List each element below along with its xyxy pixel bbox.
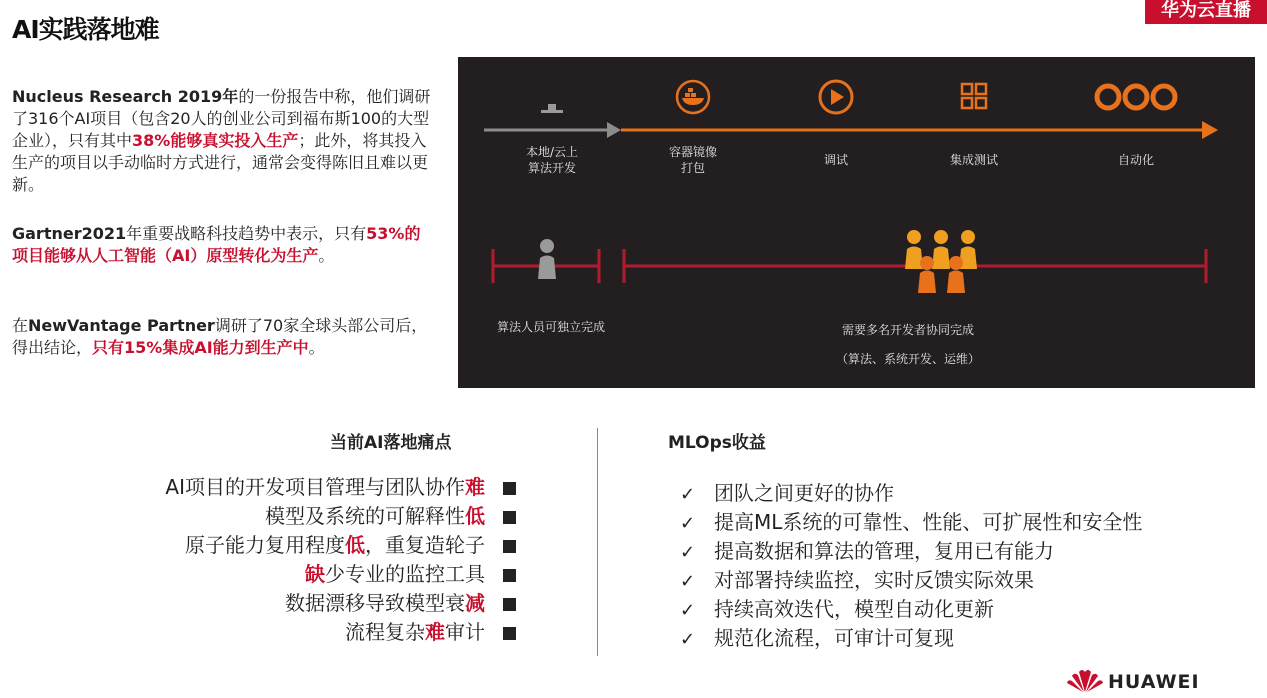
report-source: Nucleus Research 2019年 <box>12 87 239 106</box>
report-text: 调研了70家全球头部公司后，得出结论， <box>12 316 428 357</box>
checkmark-icon: ✓ <box>680 513 696 534</box>
arrowhead-orange <box>1202 121 1218 139</box>
solo-note: 算法人员可独立完成 <box>496 320 605 334</box>
pain-point-highlight: 缺 <box>305 562 325 586</box>
checkmark-icon: ✓ <box>680 600 696 621</box>
report-paragraph-newvantage <box>12 315 432 359</box>
pain-point-text: 流程复杂 <box>345 620 425 644</box>
pain-point-item <box>185 529 516 558</box>
arrowhead-gray <box>607 122 621 138</box>
pain-points-heading: 当前AI落地痛点 <box>330 433 452 453</box>
grid-icon <box>962 84 986 108</box>
pain-point-text: 模型及系统的可解释性 <box>265 504 465 528</box>
report-text: 。 <box>318 246 335 265</box>
benefit-text: 团队之间更好的协作 <box>714 481 894 505</box>
square-bullet-icon <box>503 511 516 524</box>
pain-point-highlight: 难 <box>465 475 485 499</box>
benefit-item <box>680 477 894 506</box>
checkmark-icon: ✓ <box>680 629 696 650</box>
report-text: 的一份报告中称，他们调研了316个AI项目（包含20人的创业公司到福布斯100的大型企业），只有其中 <box>12 87 431 150</box>
benefit-text: 提高ML系统的可靠性、性能、可扩展性和安全性 <box>714 510 1143 534</box>
report-paragraph-gartner <box>12 223 432 267</box>
play-icon <box>820 81 852 113</box>
pain-point-highlight: 难 <box>425 620 445 644</box>
pipeline-diagram <box>458 57 1255 388</box>
team-note: 需要多名开发者协同完成 <box>841 323 974 337</box>
pain-point-text: 数据漂移导致模型衰 <box>285 591 465 615</box>
rings-icon <box>1097 86 1175 108</box>
checkmark-icon: ✓ <box>680 484 696 505</box>
benefits-heading: MLOps收益 <box>668 433 766 453</box>
huawei-logo-icon <box>1066 666 1104 694</box>
square-bullet-icon <box>503 598 516 611</box>
report-source: NewVantage Partner <box>28 316 215 335</box>
pain-point-highlight: 低 <box>465 504 485 528</box>
square-bullet-icon <box>503 627 516 640</box>
section-divider <box>597 428 598 656</box>
report-paragraph-nucleus <box>12 86 432 196</box>
benefit-text: 规范化流程，可审计可复现 <box>714 626 954 650</box>
pain-point-item <box>285 587 516 616</box>
report-text: 。 <box>308 338 325 357</box>
pipeline-graphics <box>458 57 1255 388</box>
pain-point-item <box>165 471 516 500</box>
checkmark-icon: ✓ <box>680 542 696 563</box>
square-bullet-icon <box>503 540 516 553</box>
pain-point-text: 审计 <box>445 620 485 644</box>
team-people-icon <box>905 230 977 293</box>
pain-point-item <box>345 616 516 645</box>
monitor-icon <box>541 104 563 113</box>
square-bullet-icon <box>503 569 516 582</box>
pain-point-highlight: 低 <box>345 533 365 557</box>
benefit-item <box>680 535 1054 564</box>
benefit-item <box>680 506 1142 535</box>
stage-label-package: 容器镜像 打包 <box>668 145 717 175</box>
report-source: Gartner2021 <box>12 224 127 243</box>
stage-label-integration: 集成测试 <box>949 153 998 167</box>
benefit-text: 提高数据和算法的管理，复用已有能力 <box>714 539 1054 563</box>
benefit-item <box>680 564 1034 593</box>
pain-point-text: ，重复造轮子 <box>365 533 485 557</box>
report-highlight: 53%的项目能够从人工智能（AI）原型转化为生产 <box>12 224 421 265</box>
pain-point-text: 原子能力复用程度 <box>185 533 345 557</box>
stage-label-automation: 自动化 <box>1117 153 1154 167</box>
pain-point-item <box>265 500 516 529</box>
pain-point-highlight: 减 <box>465 591 485 615</box>
square-bullet-icon <box>503 482 516 495</box>
pain-point-item <box>305 558 516 587</box>
pain-point-text: AI项目的开发项目管理与团队协作 <box>165 475 465 499</box>
huawei-logo-text: HUAWEI <box>1108 671 1200 693</box>
stage-label-debug: 调试 <box>823 153 848 167</box>
benefit-text: 对部署持续监控，实时反馈实际效果 <box>714 568 1034 592</box>
single-person-icon <box>538 239 556 279</box>
team-roles: （算法、系统开发、运维） <box>835 352 980 366</box>
report-highlight: 只有15%集成AI能力到生产中 <box>92 338 309 357</box>
report-text: 在 <box>12 316 29 335</box>
pain-point-text: 少专业的监控工具 <box>325 562 485 586</box>
benefit-item <box>680 622 954 651</box>
brand-badge: 华为云直播 <box>1145 0 1267 24</box>
page-title: AI实践落地难 <box>12 15 159 44</box>
stage-label-develop: 本地/云上 算法开发 <box>525 145 579 175</box>
benefit-text: 持续高效迭代，模型自动化更新 <box>714 597 994 621</box>
checkmark-icon: ✓ <box>680 571 696 592</box>
report-text: 年重要战略科技趋势中表示，只有 <box>126 224 367 243</box>
container-icon <box>677 81 709 113</box>
report-text: ；此外，将其投入生产的项目以手动临时方式进行，通常会变得陈旧且难以更新。 <box>12 131 429 194</box>
report-highlight: 38%能够真实投入生产 <box>132 131 299 150</box>
benefit-item <box>680 593 994 622</box>
